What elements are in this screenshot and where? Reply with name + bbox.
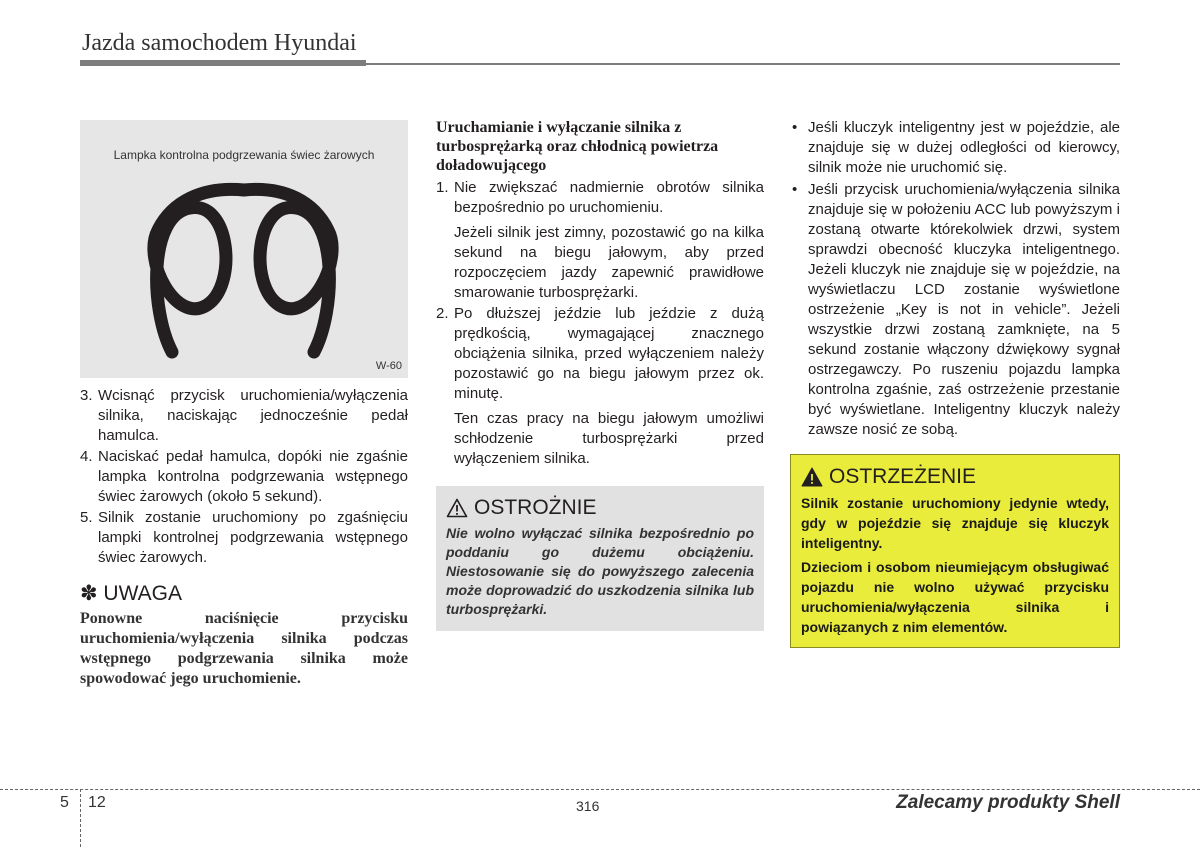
caution-text: Nie wolno wyłączać silnika bezpośrednio po poddaniu go dużemu obciążeniu. Niestosowanie się do powyższego zalecenia może doprowadzić do uszkodzenia silnika lub turbosprężarki. [446,525,754,617]
list-item: • Jeśli przycisk uruchomienia/wyłączenia silnika znajduje się w położeniu ACC lub powyższym i zostaną otwarte którekolwiek drzwi, system sprawdzi obecność kluczyka inteligentnego. Jeżeli kluczyk nie znajduje się w pojeździe, na wyświetlaczu LCD zostanie wyświetlone ostrzeżenie „Key is not in vehicle”. Jeżeli wszystkie drzwi zostaną zamknięte, na 5 sekund zostanie włączony dźwiękowy sygnał ostrzegawczy. Po ruszeniu pojazdu lampka kontrolna zgaśnie, zaś ostrzeżenie przestanie być wyświetlane. Inteligentny kluczyk należy zawsze nosić ze sobą. [792,181,1120,438]
turbo-section-heading: Uruchamianie i wyłączanie silnika z turbosprężarką oraz chłodnicą powietrza doładowującego [436,119,719,174]
middle-column [436,118,764,631]
chapter-number: 5 [60,794,69,811]
footer-divider [80,789,81,847]
header-rule-thin [366,63,1120,65]
page-number: 12 [88,794,106,811]
list-item: • Jeśli kluczyk inteligentny jest w pojeździe, ale znajduje się w dużej odległości od kierowcy, silnik może nie uruchomić się. [792,119,1120,176]
sheet-number: 316 [576,798,600,814]
caution-heading: OSTROŻNIE [474,496,597,519]
smart-key-bullets [790,118,1120,440]
caution-box [436,486,764,631]
header-rule-thick [80,60,366,66]
list-item: 4. Naciskać pedał hamulca, dopóki nie zgaśnie lampka kontrolna podgrzewania wstępnego świec żarowych (około 5 sekund). [80,448,408,505]
list-item: 1. Nie zwiększać nadmiernie obrotów silnika bezpośrednio po uruchomieniu. Jeżeli silnik jest zimny, pozostawić go na kilka sekund na biegu jałowym, aby przed rozpoczęciem jazdy zapewnić prawidłowe smarowanie turbosprężarki. [436,179,764,301]
footer-brand: Zalecamy produkty Shell [896,792,1120,813]
page-header-title: Jazda samochodem Hyundai [82,30,357,56]
note-heading: ✽ UWAGA [80,582,182,605]
figure-caption: Lampka kontrolna podgrzewania świec żarowych [113,148,375,162]
turbo-steps-list [436,178,764,469]
bullet-icon: • [792,119,798,136]
list-item: 2. Po dłuższej jeździe lub jeździe z dużą prędkością, wymagającej znacznego obciążenia silnika, przed wyłączeniem należy pozostawić go na biegu jałowym przez ok. minutę. Ten czas pracy na biegu jałowym umożliwi schłodzenie turbosprężarki przed wyłączeniem silnika. [436,305,764,467]
glow-plug-figure [80,120,408,378]
warning-text-2: Dzieciom i osobom nieumiejącym obsługiwać pojazdu nie wolno używać przycisku uruchomienia/wyłączenia silnika i powiązanych z nim elementów. [801,559,1109,635]
caution-triangle-icon [446,498,468,518]
warning-box [790,454,1120,648]
note-text: Ponowne naciśnięcie przycisku uruchomienia/wyłączenia silnika podczas wstępnego podgrzewania silnika może spowodować jego uruchomienie. [80,610,408,687]
warning-text-1: Silnik zostanie uruchomiony jedynie wtedy, gdy w pojeździe się znajduje się kluczyk inteligentny. [801,495,1109,551]
list-item: 5. Silnik zostanie uruchomiony po zgaśnięciu lampki kontrolnej podgrzewania wstępnego świec żarowych. [80,509,408,566]
bullet-icon: • [792,181,798,198]
figure-code: W-60 [375,360,402,372]
right-column [790,118,1120,648]
left-column [80,120,408,689]
warning-heading: OSTRZEŻENIE [829,465,977,488]
warning-triangle-icon [801,467,823,487]
footer-rule [0,789,1200,790]
start-steps-list [80,386,408,568]
list-item: 3. Wcisnąć przycisk uruchomienia/wyłączenia silnika, naciskając jednocześnie pedał hamulca. [80,387,408,444]
